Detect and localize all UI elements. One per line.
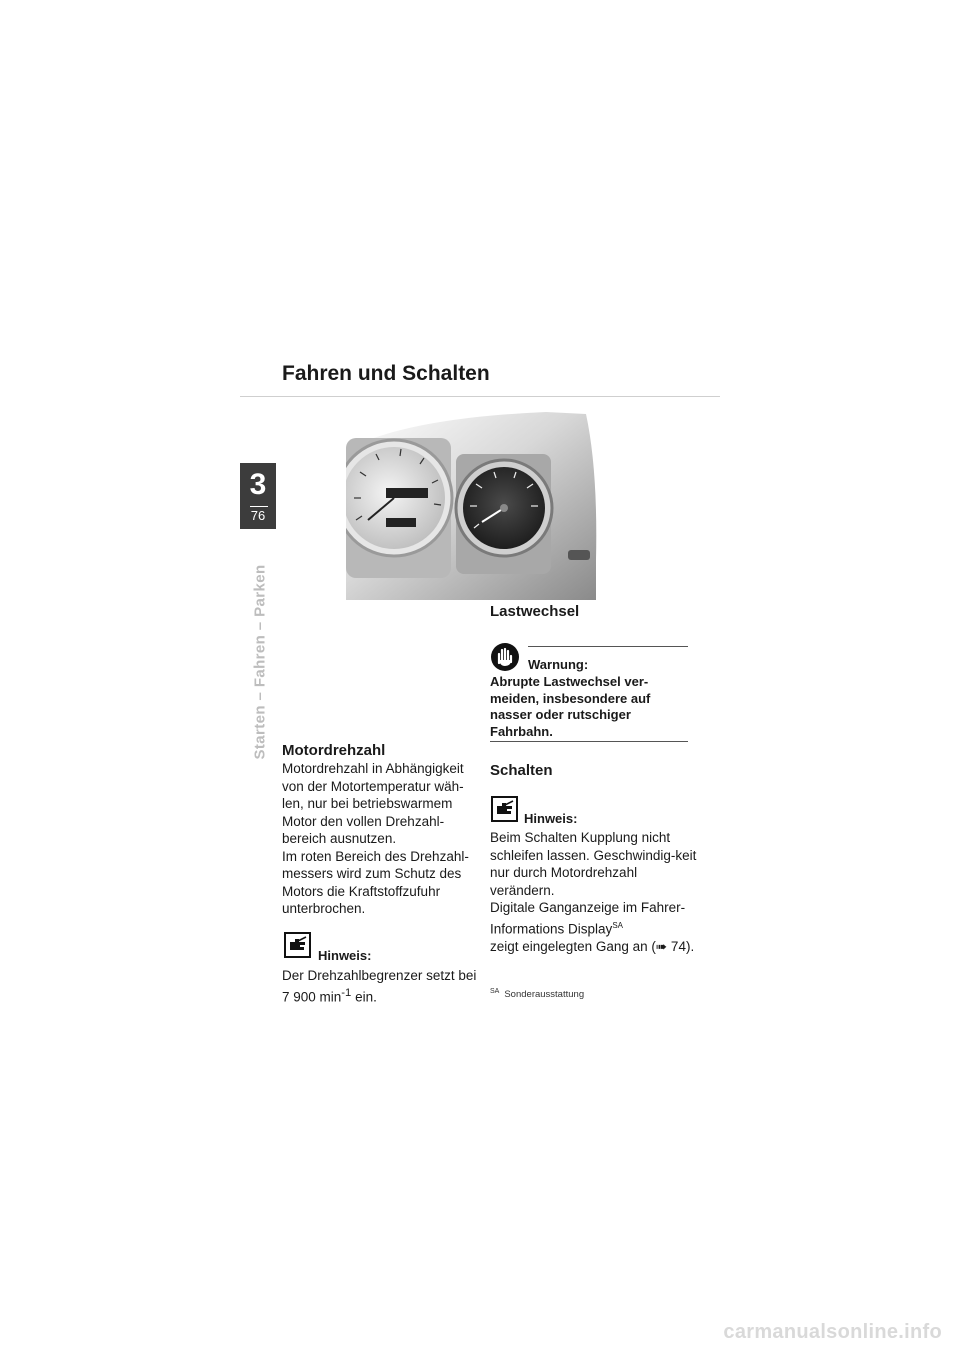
- note-text-part: Digitale Ganganzeige im Fahrer-Informations Display: [490, 900, 686, 936]
- note-hand-icon: [284, 932, 311, 958]
- chapter-tab-divider: [250, 506, 268, 507]
- section-heading-motordrehzahl: Motordrehzahl: [282, 742, 386, 759]
- section-heading-schalten: Schalten: [490, 762, 553, 779]
- note-paragraph: Beim Schalten Kupplung nicht schleifen lassen. Geschwindig-keit nur durch Motordrehzahl verändern.: [490, 830, 697, 898]
- warning-text: Abrupte Lastwechsel ver-meiden, insbesondere auf nasser oder rutschiger Fahrbahn.: [490, 674, 651, 739]
- note-label: Hinweis:: [318, 948, 372, 963]
- section-heading-lastwechsel: Lastwechsel: [490, 603, 580, 620]
- instrument-cluster-photo: [346, 410, 600, 605]
- note-superscript: -1: [341, 986, 352, 999]
- warning-hand-icon: [490, 642, 520, 672]
- note-text-part: Der Drehzahlbegrenzer setzt bei 7 900 min: [282, 968, 477, 1004]
- footnote: [490, 988, 584, 1000]
- note-label: Hinweis:: [524, 811, 578, 826]
- note-text-part: ein.: [351, 989, 377, 1004]
- note-superscript: SA: [612, 920, 623, 930]
- motordrehzahl-paragraph: Im roten Bereich des Drehzahl-messers wird zum Schutz des Motors die Kraftstoffzufuhr unterbrochen.: [282, 848, 469, 916]
- footnote-marker: SA: [490, 988, 500, 995]
- note-text-drehzahlbegrenzer: [282, 967, 482, 1006]
- footnote-text: Sonderausstattung: [504, 989, 585, 1001]
- note-text-part: zeigt eingelegten Gang an (➠ 74).: [490, 938, 695, 954]
- warning-top-rule: [528, 646, 688, 647]
- title-divider: [240, 396, 720, 397]
- watermark: carmanualsonline.info: [723, 1321, 942, 1343]
- warning-label: Warnung:: [528, 657, 589, 672]
- chapter-side-label: Starten – Fahren – Parken: [251, 564, 269, 760]
- warning-bottom-rule: [490, 741, 688, 742]
- motordrehzahl-paragraph: Motordrehzahl in Abhängigkeit von der Motortemperatur wäh-len, nur bei betriebswarmem Motor den vollen Drehzahl-bereich ausnutzen.: [282, 761, 464, 846]
- note-text-schalten: [490, 829, 700, 955]
- motordrehzahl-text: [282, 760, 482, 918]
- page-title: Fahren und Schalten: [282, 362, 490, 385]
- note-paragraph: [490, 899, 700, 955]
- note-hand-icon: [491, 796, 518, 822]
- page-number: 76: [250, 508, 266, 523]
- chapter-number: 3: [249, 468, 267, 501]
